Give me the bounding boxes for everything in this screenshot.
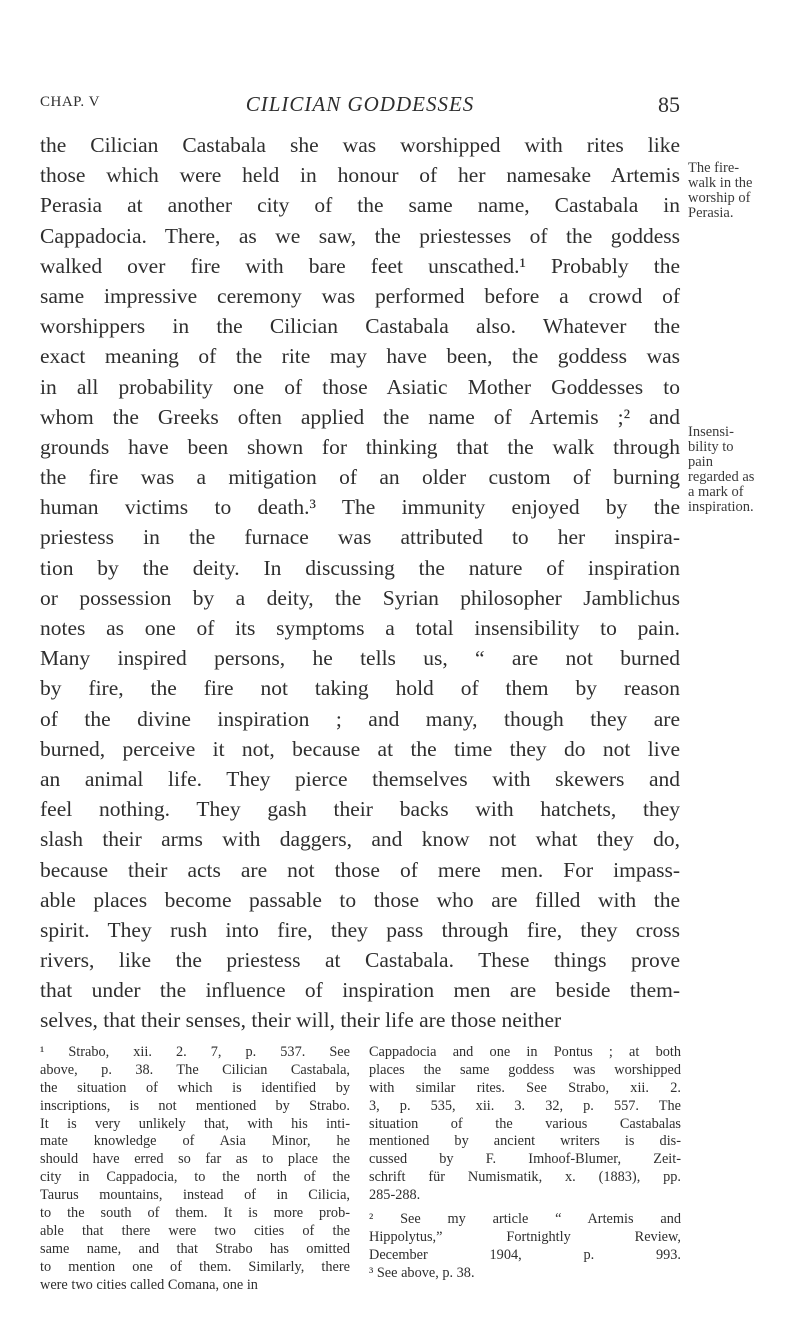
chapter-label: CHAP. V (40, 94, 100, 110)
text-line: of the divine inspiration ; and many, though they are (40, 706, 680, 731)
footnote-line: city in Cappadocia, to the north of the (40, 1169, 350, 1186)
footnote-line: were two cities called Comana, one in (40, 1276, 258, 1293)
footnote-line: Taurus mountains, instead of in Cilicia, (40, 1187, 350, 1204)
footnote-line: same name, and that Strabo has omitted (40, 1240, 350, 1257)
footnote-line: ³ See above, p. 38. (369, 1264, 475, 1281)
footnote-line: with similar rites. See Strabo, xii. 2. (369, 1079, 681, 1096)
footnotes-left-column (40, 1044, 350, 1294)
side-note-line: worship of (688, 190, 751, 206)
footnote-line: mate knowledge of Asia Minor, he (40, 1133, 350, 1150)
text-line: the fire was a mitigation of an older custom of burning (40, 465, 680, 490)
text-line: or possession by a deity, the Syrian philosopher Jamblichus (40, 585, 680, 610)
footnote-line: places the same goddess was worshipped (369, 1061, 681, 1078)
text-line: that under the influence of inspiration men are beside them- (40, 978, 680, 1003)
running-title: CILICIAN GODDESSES (245, 92, 475, 116)
footnote-line: December 1904, p. 993. (369, 1246, 681, 1263)
footnote-line: inscriptions, is not mentioned by Strabo. (40, 1097, 350, 1114)
text-line: feel nothing. They gash their backs with hatchets, they (40, 797, 680, 822)
footnote-line: cussed by F. Imhoof-Blumer, Zeit- (369, 1151, 681, 1168)
text-line: walked over fire with bare feet unscathed.¹ Probably the (40, 253, 680, 278)
text-line: those which were held in honour of her namesake Artemis (40, 163, 680, 188)
text-line: because their acts are not those of mere men. For impass- (40, 857, 680, 882)
text-line: by fire, the fire not taking hold of them by reason (40, 676, 680, 701)
footnote-line: should have erred so far as to place the (40, 1151, 350, 1168)
footnote-line: able that there were two cities of the (40, 1222, 350, 1239)
text-line: priestess in the furnace was attributed to her inspira- (40, 525, 680, 550)
text-line: spirit. They rush into fire, they pass through fire, they cross (40, 917, 680, 942)
side-note-insensibility (688, 425, 798, 515)
text-line: the Cilician Castabala she was worshipped with rites like (40, 133, 680, 157)
text-line: burned, perceive it not, because at the time they do not live (40, 736, 680, 761)
text-line: rivers, like the priestess at Castabala. These things prove (40, 948, 680, 973)
text-line: notes as one of its symptoms a total insensibility to pain. (40, 616, 680, 640)
text-line: exact meaning of the rite may have been, the goddess was (40, 344, 680, 369)
footnote-line: ² See my article “ Artemis and (369, 1211, 681, 1228)
text-line: selves, that their senses, their will, their life are those neither (40, 1008, 562, 1033)
footnote-line: 3, p. 535, xii. 3. 32, p. 557. The (369, 1097, 681, 1114)
side-note-line: walk in the (688, 175, 753, 191)
footnote-line: to mention one of them. Similarly, there (40, 1258, 350, 1275)
text-line: an animal life. They pierce themselves with skewers and (40, 766, 680, 791)
text-line: slash their arms with daggers, and know not what they do, (40, 827, 680, 852)
side-note-line: Insensi- (688, 424, 734, 440)
text-line: Many inspired persons, he tells us, “ are not burned (40, 646, 680, 671)
side-note-line: bility to (688, 439, 734, 455)
footnote-line: schrift für Numismatik, x. (1883), pp. (369, 1169, 681, 1186)
side-note-fire-walk (688, 161, 798, 221)
main-text (40, 130, 680, 1036)
side-note-line: a mark of (688, 484, 744, 500)
text-line: human victims to death.³ The immunity enjoyed by the (40, 495, 680, 520)
side-note-line: inspiration. (688, 499, 754, 515)
text-line: able places become passable to those who are filled with the (40, 887, 680, 912)
footnote-line: the situation of which is identified by (40, 1079, 350, 1096)
side-note-line: pain (688, 454, 713, 470)
text-line: in all probability one of those Asiatic Mother Goddesses to (40, 374, 680, 399)
running-header (40, 92, 680, 122)
footnote-line: situation of the various Castabalas (369, 1115, 681, 1132)
footnote-line: mentioned by ancient writers is dis- (369, 1133, 681, 1150)
text-line: grounds have been shown for thinking that the walk through (40, 434, 680, 459)
footnotes-right-column (369, 1044, 681, 1283)
text-line: same impressive ceremony was performed before a crowd of (40, 283, 680, 308)
text-line: whom the Greeks often applied the name of Artemis ;² and (40, 404, 680, 429)
page-number: 85 (658, 92, 680, 117)
footnote-line: Hippolytus,” Fortnightly Review, (369, 1228, 681, 1245)
side-note-line: The fire- (688, 160, 740, 176)
footnote-line: Cappadocia and one in Pontus ; at both (369, 1044, 681, 1060)
footnote-line: 285-288. (369, 1187, 421, 1204)
text-line: worshippers in the Cilician Castabala also. Whatever the (40, 314, 680, 339)
side-note-line: Perasia. (688, 205, 734, 221)
text-line: Perasia at another city of the same name, Castabala in (40, 193, 680, 218)
text-line: Cappadocia. There, as we saw, the priestesses of the goddess (40, 223, 680, 248)
footnote-line: above, p. 38. The Cilician Castabala, (40, 1061, 350, 1078)
side-note-line: regarded as (688, 469, 755, 485)
footnote-line: It is very unlikely that, with his inti- (40, 1115, 350, 1132)
footnote-line: to the south of them. It is more prob- (40, 1205, 350, 1222)
footnote-line: ¹ Strabo, xii. 2. 7, p. 537. See (40, 1044, 350, 1060)
text-line: tion by the deity. In discussing the nature of inspiration (40, 555, 680, 580)
